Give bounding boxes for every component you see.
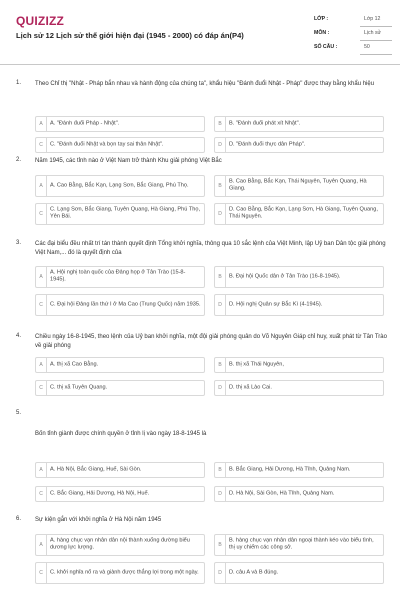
meta-underline — [360, 26, 392, 27]
option-letter: A — [36, 267, 47, 287]
question-text: Chiều ngày 16-8-1945, theo lệnh của Uỷ ban khởi nghĩa, một đội giải phóng quân do Võ Nguyên Giáp chỉ huy, xuất phát từ Tân Trào về giải phóng — [35, 334, 387, 349]
option-letter: B — [215, 176, 226, 196]
option-a[interactable] — [35, 116, 205, 132]
option-letter: C — [36, 295, 47, 315]
option-c[interactable] — [35, 137, 205, 153]
worksheet-header — [0, 0, 400, 66]
question-number: 1. — [16, 80, 22, 86]
option-letter: B — [215, 463, 226, 477]
option-letter: D — [215, 487, 226, 501]
option-letter: A — [36, 176, 47, 196]
option-d[interactable] — [214, 486, 384, 502]
question-text: Theo Chỉ thị "Nhật - Pháp bắn nhau và hành động của chúng ta", khẩu hiệu "Đánh đuổi Nhật - Pháp" được thay bằng khẩu hiệu — [35, 81, 375, 87]
meta-label: LỚP : — [314, 16, 329, 22]
quizizz-logo: QUIZIZZ — [16, 14, 65, 28]
option-letter: C — [36, 487, 47, 501]
question-text: Các đại biểu đều nhất trí tán thành quyết định Tổng khởi nghĩa, thông qua 10 sắc lệnh của Việt Minh, lập Uỷ ban Dân tộc giải phóng Việt Nam,... đó là quyết định của — [35, 241, 386, 256]
option-letter: D — [215, 295, 226, 315]
meta-value: Lớp 12 — [364, 16, 381, 22]
option-a[interactable] — [35, 462, 205, 478]
question-text: Sự kiện gắn với khởi nghĩa ở Hà Nội năm 1945 — [35, 517, 162, 523]
option-c[interactable] — [35, 294, 205, 316]
question-number: 3. — [16, 240, 22, 246]
option-b[interactable] — [214, 116, 384, 132]
option-letter: B — [215, 117, 226, 131]
option-b[interactable] — [214, 266, 384, 288]
option-text: B. Đại hội Quốc dân ở Tân Trào (16-8-1945). — [229, 273, 341, 280]
option-text: A. Cao Bằng, Bắc Kạn, Lạng Sơn, Bắc Giang, Phú Thọ. — [50, 182, 189, 189]
option-letter: C — [36, 381, 47, 395]
option-c[interactable] — [35, 562, 205, 584]
question-number: 5. — [16, 410, 22, 416]
question-text: Năm 1945, các tỉnh nào ở Việt Nam trở thành Khu giải phóng Việt Bắc — [35, 158, 222, 164]
option-d[interactable] — [214, 137, 384, 153]
meta-underline — [360, 54, 392, 55]
option-a[interactable] — [35, 534, 205, 556]
option-text: D. Cao Bằng, Bắc Kạn, Lạng Sơn, Hà Giang, Tuyên Quang, Thái Nguyên. — [229, 206, 378, 220]
meta-row-count — [314, 42, 392, 56]
option-d[interactable] — [214, 380, 384, 396]
option-letter: B — [215, 535, 226, 555]
meta-underline — [360, 40, 392, 41]
option-letter: D — [215, 138, 226, 152]
question-number: 2. — [16, 157, 22, 163]
option-letter: D — [215, 204, 226, 224]
header-divider — [0, 64, 400, 65]
option-b[interactable] — [214, 534, 384, 556]
meta-row-class — [314, 14, 392, 28]
question-number: 4. — [16, 333, 22, 339]
option-a[interactable] — [35, 266, 205, 288]
option-text: C. Đại hội Đảng lần thứ I ở Ma Cao (Trung Quốc) năm 1935. — [50, 301, 201, 308]
option-text: C. "Đánh đuổi Nhật và bọn tay sai thân Nhật". — [50, 141, 164, 148]
option-d[interactable] — [214, 203, 384, 225]
option-letter: A — [36, 463, 47, 477]
option-text: C. khởi nghĩa nổ ra và giành được thắng lợi trong một ngày. — [50, 569, 199, 576]
meta-label: SỐ CÂU : — [314, 44, 338, 50]
option-text: D. Hà Nội, Sài Gòn, Hà Tĩnh, Quảng Nam. — [229, 490, 335, 497]
option-c[interactable] — [35, 486, 205, 502]
option-letter: C — [36, 138, 47, 152]
option-text: A. "Đánh đuổi Pháp - Nhật". — [50, 120, 120, 127]
option-text: A. thị xã Cao Bằng. — [50, 361, 99, 368]
option-d[interactable] — [214, 562, 384, 584]
option-letter: A — [36, 117, 47, 131]
option-text: D. Hội nghị Quân sự Bắc Kì (4-1945). — [229, 301, 323, 308]
option-text: C. Bắc Giang, Hải Dương, Hà Nội, Huế. — [50, 490, 150, 497]
option-text: B. hàng chục vạn nhân dân ngoại thành kéo vào biểu tình, thị uy chiếm các công sở. — [229, 537, 374, 551]
option-b[interactable] — [214, 175, 384, 197]
option-text: A. Hội nghị toàn quốc của Đảng họp ở Tân Trào (15-8-1945). — [50, 269, 186, 283]
meta-row-subject — [314, 28, 392, 42]
option-text: D. "Đánh đuổi thực dân Pháp". — [229, 141, 306, 148]
option-d[interactable] — [214, 294, 384, 316]
meta-value: 50 — [364, 44, 370, 50]
meta-value: Lịch sử — [364, 30, 382, 36]
option-c[interactable] — [35, 380, 205, 396]
option-letter: A — [36, 358, 47, 372]
option-text: A. Hà Nội, Bắc Giang, Huế, Sài Gòn. — [50, 466, 142, 473]
option-letter: D — [215, 563, 226, 583]
option-a[interactable] — [35, 175, 205, 197]
option-letter: C — [36, 204, 47, 224]
worksheet-title: Lịch sử 12 Lịch sử thế giới hiện đại (1945 - 2000) có đáp án(P4) — [16, 31, 244, 40]
option-text: B. thị xã Thái Nguyên, — [229, 361, 284, 368]
worksheet-meta — [314, 14, 392, 56]
option-letter: B — [215, 267, 226, 287]
option-letter: A — [36, 535, 47, 555]
option-letter: D — [215, 381, 226, 395]
option-text: B. "Đánh đuổi phát xít Nhật". — [229, 120, 301, 127]
option-text: C. Lạng Sơn, Bắc Giang, Tuyên Quang, Hà Giang, Phú Thọ, Yên Bái. — [50, 206, 201, 220]
option-letter: B — [215, 358, 226, 372]
question-number: 6. — [16, 516, 22, 522]
option-text: B. Cao Bằng, Bắc Kạn, Thái Nguyên, Tuyên Quang, Hà Giang. — [229, 178, 367, 192]
option-c[interactable] — [35, 203, 205, 225]
option-b[interactable] — [214, 357, 384, 373]
option-text: B. Bắc Giang, Hải Dương, Hà Tĩnh, Quảng Nam. — [229, 466, 351, 473]
option-letter: C — [36, 563, 47, 583]
option-text: C. thị xã Tuyên Quang. — [50, 384, 108, 391]
option-text: D. câu A và B đúng. — [229, 569, 279, 576]
meta-label: MÔN : — [314, 30, 330, 36]
option-text: D. thị xã Lào Cai. — [229, 384, 272, 391]
option-b[interactable] — [214, 462, 384, 478]
option-text: A. hàng chục vạn nhân dân nội thành xuống đường biểu dương lực lượng. — [50, 537, 190, 551]
question-text: Bốn tỉnh giành được chính quyền ở tỉnh lị vào ngày 18-8-1945 là — [35, 431, 207, 437]
option-a[interactable] — [35, 357, 205, 373]
